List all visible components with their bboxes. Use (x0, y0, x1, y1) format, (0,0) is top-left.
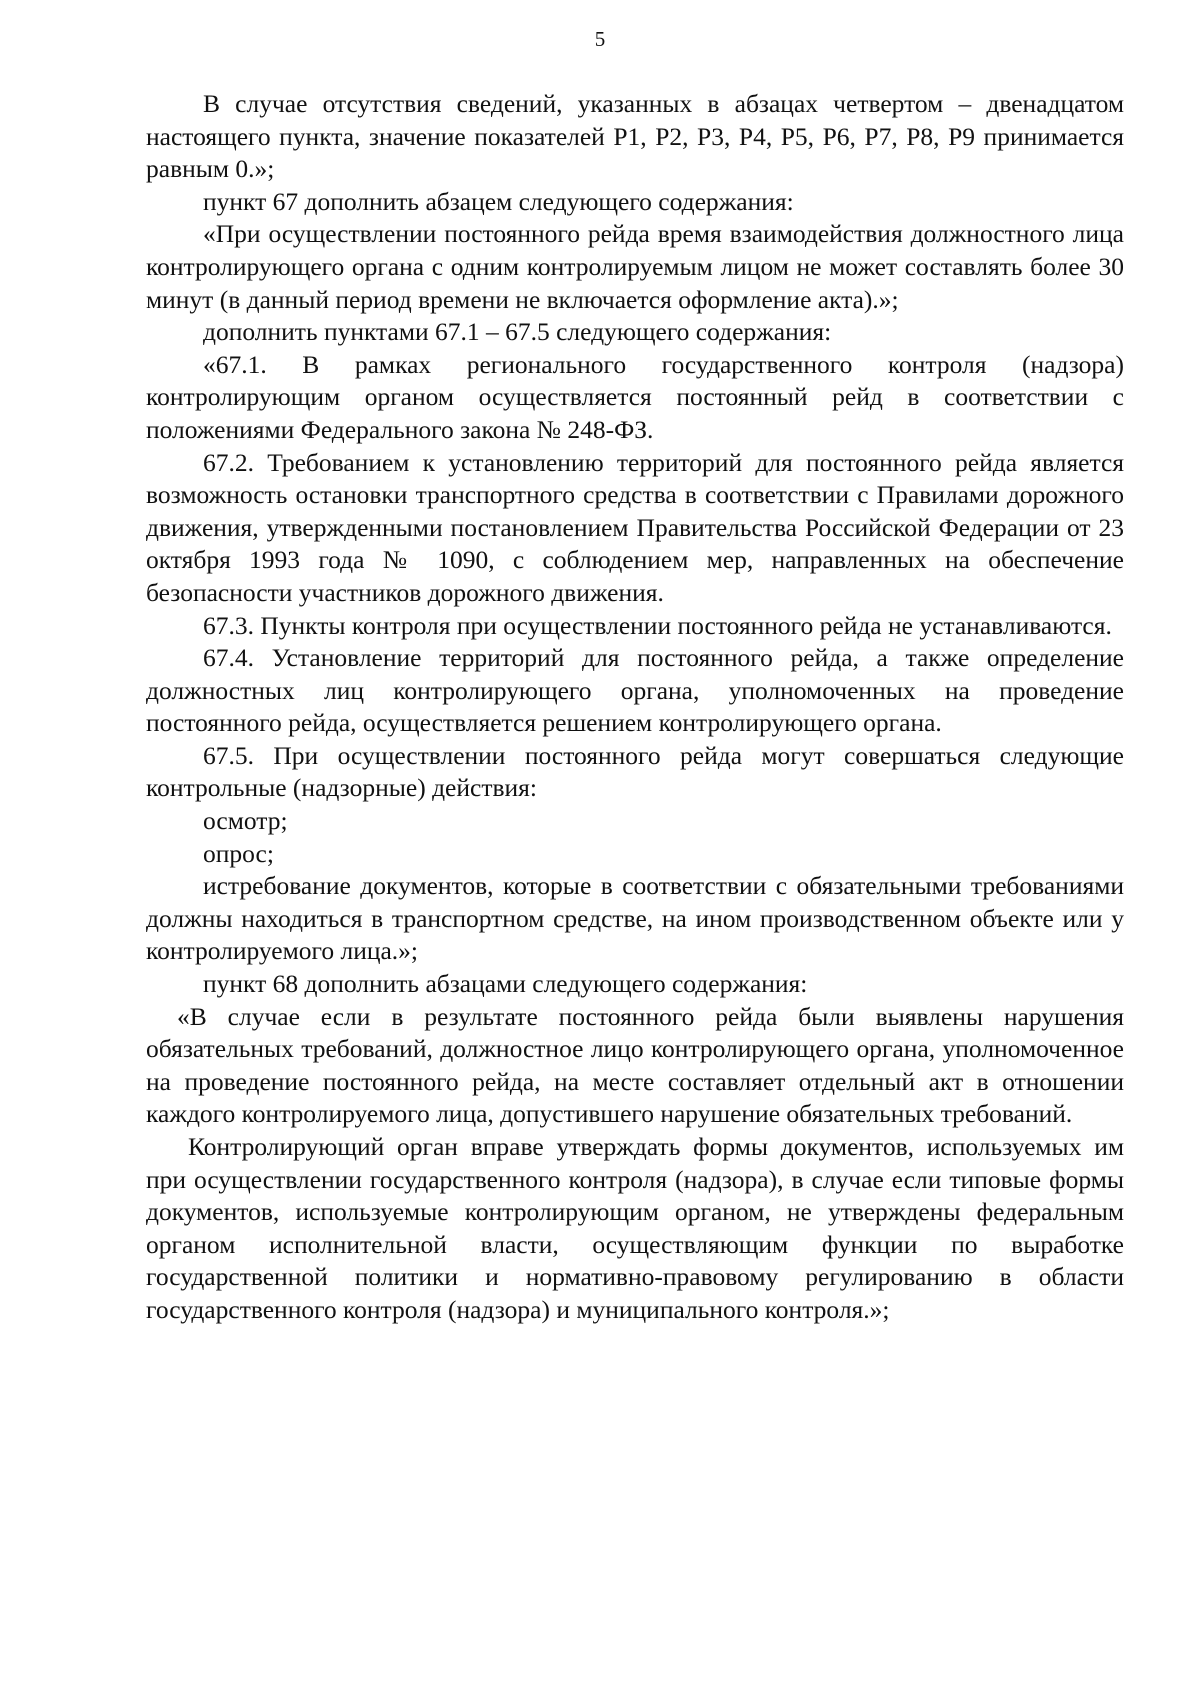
paragraph-item-67-3: 67.3. Пункты контроля при осуществлении постоянного рейда не устанавливаются. (203, 610, 1112, 640)
paragraph-item-67-2: 67.2. Требованием к установлению территорий для постоянного рейда является возможность остановки транспортного средства в соответствии с Правилами дорожного движения, утвержденными постановлением Правительства Российской Федерации от 23 октября 1993 года № 1090, с соблюдением мер, направленных на обеспечение безопасности участников дорожного движения. (146, 447, 1124, 607)
list-item-document-request: истребование документов, которые в соответствии с обязательными требованиями должны находиться в транспортном средстве, на ином производственном объекте или у контролируемого лица.»; (146, 871, 1124, 966)
paragraph-raid-duration: «При осуществлении постоянного рейда время взаимодействия должностного лица контролирующего органа с одним контролируемым лицом не может составлять более 30 минут (в данный период времени не включается оформление акта).»; (146, 219, 1124, 314)
paragraph-item-67-1: «67.1. В рамках регионального государственного контроля (надзора) контролирующим органом осуществляется постоянный рейд в соответствии с положениями Федерального закона № 248-ФЗ. (146, 349, 1124, 444)
paragraph-violation-act: «В случае если в результате постоянного рейда были выявлены нарушения обязательных требований, должностное лицо контролирующего органа, уполномоченное на проведение постоянного рейда, на месте составляет отдельный акт в отношении каждого контролируемого лица, допустившего нарушение обязательных требований. (146, 1001, 1124, 1129)
document-body (146, 88, 1124, 1327)
paragraph-add-items-67-1-67-5: дополнить пунктами 67.1 – 67.5 следующего содержания: (203, 317, 832, 347)
list-item-survey: опрос; (203, 838, 274, 868)
list-item-inspection: осмотр; (203, 806, 288, 836)
paragraph-item-67-4: 67.4. Установление территорий для постоянного рейда, а также определение должностных лиц контролирующего органа, уполномоченных на проведение постоянного рейда, осуществляется решением контролирующего органа. (146, 643, 1124, 738)
page-number: 5 (594, 27, 606, 51)
paragraph-missing-data-rule: В случае отсутствия сведений, указанных в абзацах четвертом – двенадцатом настоящего пункта, значение показателей Р1, Р2, Р3, Р4, Р5, Р6, Р7, Р8, Р9 принимается равным 0.»; (146, 89, 1124, 184)
paragraph-document-forms: Контролирующий орган вправе утверждать формы документов, используемых им при осуществлении государственного контроля (надзора), в случае если типовые формы документов, используемые контролирующим органом, не утверждены федеральным органом исполнительной власти, осуществляющим функции по выработке государственной политики и нормативно-правовому регулированию в области государственного контроля (надзора) и муниципального контроля.»; (146, 1132, 1124, 1324)
paragraph-amend-item-67: пункт 67 дополнить абзацем следующего содержания: (203, 186, 794, 216)
paragraph-amend-item-68: пункт 68 дополнить абзацами следующего содержания: (203, 969, 808, 999)
paragraph-item-67-5: 67.5. При осуществлении постоянного рейда могут совершаться следующие контрольные (надзорные) действия: (146, 740, 1124, 803)
